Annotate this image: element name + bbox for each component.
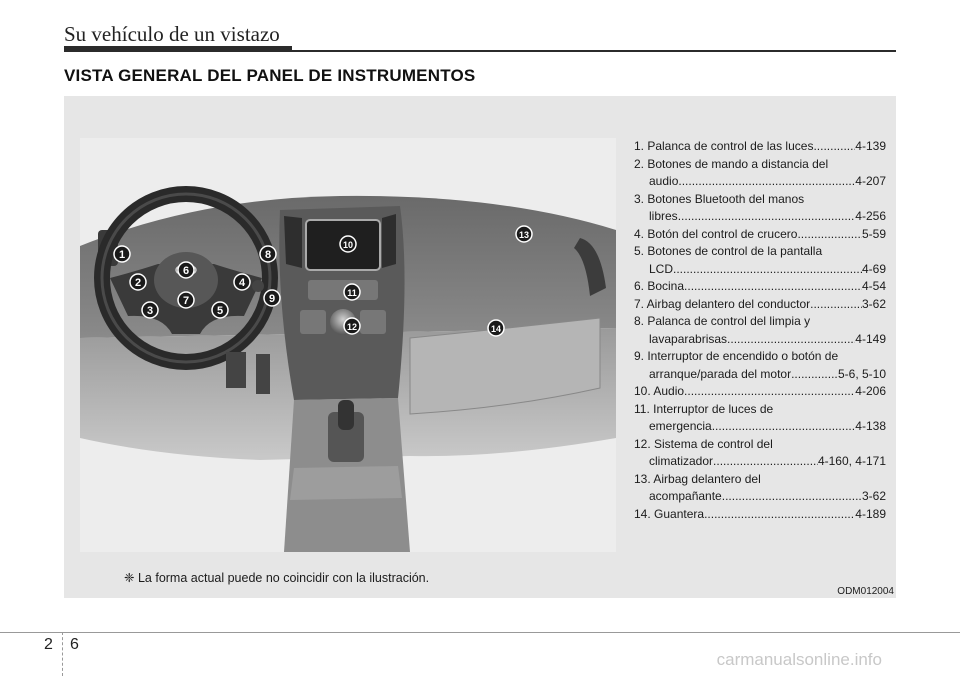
legend-item-label: 9. Interruptor de encendido o botón de (634, 349, 839, 363)
note-mark: ❈ (124, 571, 135, 585)
callout-14 (488, 320, 504, 336)
legend-item-page: 5-59 (861, 226, 886, 241)
legend-item (634, 191, 886, 226)
callout-3 (142, 302, 158, 318)
legend-item-label: arranque/parada del motor (649, 366, 792, 381)
legend-item (634, 313, 886, 348)
legend-item (634, 401, 886, 436)
legend-item-page: 4-206 (855, 384, 886, 398)
callout-label: 6 (182, 265, 190, 277)
callout-label: 1 (118, 249, 126, 261)
legend-item-label: 1. Palanca de control de las luces (634, 139, 814, 153)
callout-label: 9 (268, 293, 276, 305)
legend-item-label: climatizador (649, 454, 714, 468)
legend-item-label: 2. Botones de mando a distancia del (634, 156, 829, 171)
legend-item-label: 10. Audio (634, 384, 685, 398)
legend-item-label: emergencia (649, 419, 712, 433)
callout-8 (260, 246, 276, 262)
legend-item-page: 4-160, 4-171 (817, 454, 886, 468)
callout-label: 14 (490, 324, 502, 334)
legend-item (634, 383, 886, 401)
legend-item-page: 4-54 (861, 279, 886, 293)
callout-label: 5 (216, 305, 224, 317)
legend-item (634, 226, 886, 244)
callout-label: 11 (347, 288, 357, 298)
callout-1 (114, 246, 130, 262)
callout-label: 8 (264, 249, 272, 261)
legend-item-page: 4-207 (855, 174, 886, 188)
legend-item-label: 11. Interruptor de luces de (634, 401, 774, 416)
header-rule-thick (64, 46, 292, 52)
legend-item-page: 3-62 (861, 296, 886, 311)
legend-item-label: 7. Airbag delantero del conductor (634, 296, 811, 311)
legend-item (634, 348, 886, 383)
watermark: carmanualsonline.info (716, 650, 882, 669)
legend-item (634, 243, 886, 278)
leader-dots (704, 506, 855, 524)
callout-label: 3 (146, 305, 154, 317)
leader-dots (713, 453, 818, 471)
legend-item-label: 13. Airbag delantero del (634, 471, 761, 486)
callout-9 (264, 290, 280, 306)
legend-item (634, 278, 886, 296)
legend-item (634, 471, 886, 506)
leader-dots (684, 383, 855, 401)
legend-item-label: 6. Bocina (634, 279, 685, 293)
leader-dots (810, 296, 862, 314)
legend-item-page: 4-139 (855, 139, 886, 153)
legend-item-page: 4-256 (855, 209, 886, 223)
legend-item-label: libres (649, 209, 678, 223)
legend-item-label: acompañante (649, 489, 722, 503)
page-number: 6 (70, 636, 79, 653)
callout-2 (130, 274, 146, 290)
callout-label: 2 (134, 277, 142, 289)
callout-10 (340, 236, 356, 252)
callout-label: 12 (346, 322, 358, 332)
legend-item-page: 4-69 (861, 261, 886, 276)
leader-dots (791, 366, 838, 384)
leader-dots (722, 488, 862, 506)
legend-item-label: 4. Botón del control de crucero (634, 226, 798, 241)
legend-item (634, 156, 886, 191)
dashboard-illustration (80, 138, 616, 552)
callout-5 (212, 302, 228, 318)
running-title: Su vehículo de un vistazo (64, 22, 280, 46)
gear-lever (338, 400, 354, 430)
legend-item (634, 506, 886, 524)
legend-item-page: 3-62 (861, 489, 886, 503)
figure-code: ODM012004 (837, 586, 894, 597)
legend-item-label: 3. Botones Bluetooth del manos (634, 191, 805, 206)
legend-item (634, 436, 886, 471)
legend-item-page: 5-6, 5-10 (837, 366, 886, 381)
legend-item-page: 4-149 (855, 331, 886, 346)
start-button-shape (252, 280, 264, 292)
callout-7 (178, 292, 194, 308)
legend-item-label: lavaparabrisas (649, 331, 728, 346)
chapter-number: 2 (44, 636, 53, 653)
footer-separator (62, 632, 64, 676)
callout-label: 4 (238, 277, 246, 289)
callout-label: 7 (182, 295, 190, 307)
callout-4 (234, 274, 250, 290)
leader-dots (797, 226, 862, 244)
leader-dots (727, 331, 855, 349)
callout-11 (344, 284, 360, 300)
leader-dots (678, 173, 855, 191)
leader-dots (813, 138, 855, 156)
footer-rule (0, 632, 960, 633)
leader-dots (684, 278, 862, 296)
legend-item (634, 296, 886, 314)
callout-12 (344, 318, 360, 334)
header-rule-thin (292, 50, 896, 52)
callout-label: 13 (518, 230, 530, 240)
note-text: La forma actual puede no coincidir con la ilustración. (137, 571, 430, 585)
dashboard-drawing (80, 138, 616, 552)
legend-item-label: 12. Sistema de control del (634, 436, 773, 451)
legend-item-page: 4-138 (855, 419, 886, 433)
legend-item-label: 8. Palanca de control del limpia y (634, 314, 811, 328)
callout-label: 10 (342, 240, 354, 250)
legend-item-label: 5. Botones de control de la pantalla (634, 244, 823, 258)
section-title: VISTA GENERAL DEL PANEL DE INSTRUMENTOS (64, 66, 476, 85)
callout-13 (516, 226, 532, 242)
legend-item-label: 14. Guantera (634, 506, 705, 521)
legend-item-page: 4-189 (855, 506, 886, 521)
callout-6 (178, 262, 194, 278)
legend-item-label: audio (649, 174, 679, 188)
illustration-note (124, 570, 429, 585)
legend-item (634, 138, 886, 156)
legend-item-label: LCD (649, 261, 674, 276)
leader-dots (678, 208, 856, 226)
leader-dots (712, 418, 856, 436)
leader-dots (673, 261, 862, 279)
callout-legend (634, 138, 886, 523)
